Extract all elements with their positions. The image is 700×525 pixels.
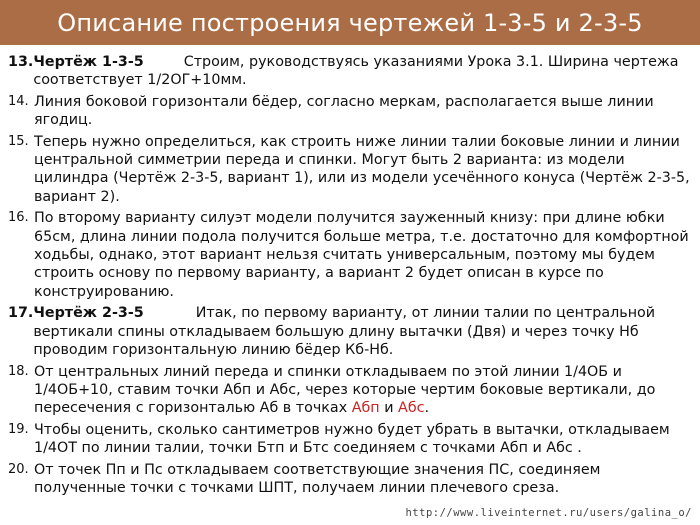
item-number: 20. (8, 461, 29, 477)
item-heading: Чертёж 2-3-5 (33, 305, 144, 322)
list-item (8, 421, 696, 458)
item-text: По второму варианту силуэт модели получится зауженный книзу: при длине юбки 65см, длина линии подола получится больше метра, т.е. достаточно для комфортной ходьбы, однако, этот вариант нельзя считать универсальным, поэтому мы будем строить основу по первому варианту, а вариант 2 будет описан в курсе по конструированию. (34, 210, 689, 300)
item-number: 17. (8, 305, 34, 322)
item-number: 18. (8, 363, 29, 379)
list-item (8, 363, 696, 418)
item-text: От центральных линий переда и спинки откладываем по этой линии 1/4ОБ и 1/4ОБ+10, ставим точки Абп и Абс, через которые чертим боковые вертикали, до пересечения с горизонталью Аб в точках (34, 363, 656, 417)
item-text: Итак, по первому варианту, от линии талии по центральной вертикали спины откладываем большую длину вытачки (Двя) и через точку Нб проводим горизонтальную линию бёдер Кб-Нб. (33, 305, 656, 359)
content (8, 53, 696, 500)
item-heading: Чертёж 1-3-5 (33, 54, 144, 70)
item-text-end: . (424, 400, 430, 417)
item-number: 14. (8, 93, 29, 109)
item-text: Строим, руководствуясь указаниями Урока 3.1. Ширина чертежа соответствует 1/2ОГ+10мм. (33, 54, 679, 89)
item-number: 16. (8, 210, 29, 226)
list-item (8, 133, 696, 207)
title-bar (0, 0, 700, 45)
item-text: Теперь нужно определиться, как строить ниже линии талии боковые линии и линии центральной симметрии переда и спинки. Могут быть 2 варианта: из модели цилиндра (Чертёж 2-3-5, вариант 1), или из модели усечённого конуса (Чертёж 2-3-5, вариант 2). (34, 133, 690, 205)
highlighted-term: Абс (398, 400, 425, 417)
item-text-connector: и (384, 400, 394, 417)
item-number: 19. (8, 421, 29, 437)
list-item (8, 53, 696, 90)
page-title: Описание построения чертежей 1-3-5 и 2-3-5 (57, 8, 643, 37)
item-text: Чтобы оценить, сколько сантиметров нужно будет убрать в вытачки, откладываем 1/4ОТ по линии талии, точки Бтп и Бтс соединяем с точками Абп и Абс . (34, 421, 670, 457)
list-item (8, 461, 696, 498)
source-url: http://www.liveinternet.ru/users/galina_o/ (405, 507, 692, 519)
highlighted-term: Абп (351, 400, 380, 417)
item-number: 13. (8, 54, 34, 70)
list-item (8, 209, 696, 301)
item-text: Линия боковой горизонтали бёдер, согласно меркам, располагается выше линии ягодиц. (34, 93, 654, 129)
item-number: 15. (8, 133, 29, 149)
list-item (8, 93, 696, 130)
list-item (8, 304, 696, 359)
item-text: От точек Пп и Пс откладываем соответствующие значения ПС, соединяем полученные точки с точками ШПТ, получаем линии плечевого среза. (34, 461, 601, 496)
